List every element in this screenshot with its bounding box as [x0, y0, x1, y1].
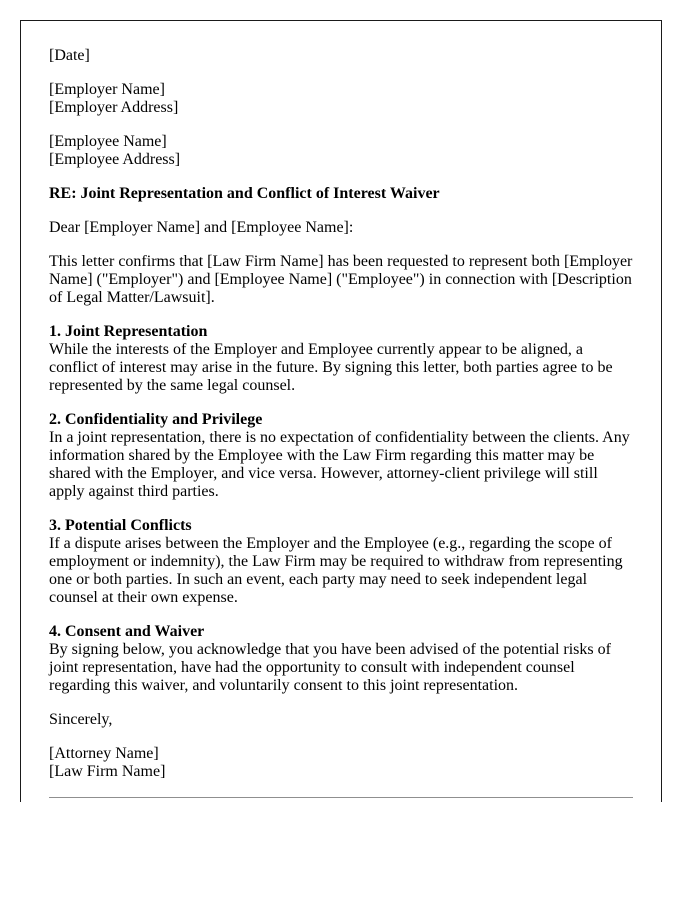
section-heading: 4. Consent and Waiver	[49, 623, 205, 640]
intro-paragraph: This letter confirms that [Law Firm Name] has been requested to represent both [Employer Name] ("Employer") and [Employee Name] ("Employee") in connection with [Description of Legal Matter/Lawsuit].	[49, 253, 633, 306]
signature-divider	[49, 797, 633, 798]
letter-page	[20, 20, 662, 802]
section-body: If a dispute arises between the Employer and the Employee (e.g., regarding the scope of employment or indemnity), the Law Firm may be required to withdraw from representing one or both parties. In such an event, each party may need to seek independent legal counsel at their own expense.	[49, 535, 623, 606]
law-firm-name-line: [Law Firm Name]	[49, 763, 166, 780]
signature-block	[49, 745, 633, 781]
section-body: While the interests of the Employer and Employee currently appear to be aligned, a conflict of interest may arise in the future. By signing this letter, both parties agree to be represented by the same legal counsel.	[49, 341, 613, 394]
employer-address-block	[49, 81, 633, 117]
section-confidentiality-privilege	[49, 411, 633, 501]
section-body: By signing below, you acknowledge that you have been advised of the potential risks of joint representation, have had the opportunity to consult with independent counsel regarding this waiver, and voluntarily consent to this joint representation.	[49, 641, 611, 694]
closing: Sincerely,	[49, 711, 113, 728]
section-heading: 1. Joint Representation	[49, 323, 208, 340]
section-heading: 2. Confidentiality and Privilege	[49, 411, 263, 428]
employer-name-line: [Employer Name]	[49, 81, 165, 98]
employee-address-block	[49, 133, 633, 169]
subject-line: RE: Joint Representation and Conflict of Interest Waiver	[49, 185, 440, 202]
salutation: Dear [Employer Name] and [Employee Name]:	[49, 219, 354, 236]
date-placeholder: [Date]	[49, 47, 90, 64]
employer-address-line: [Employer Address]	[49, 99, 179, 116]
attorney-name-line: [Attorney Name]	[49, 745, 159, 762]
section-consent-waiver	[49, 623, 633, 695]
employee-name-line: [Employee Name]	[49, 133, 167, 150]
section-body: In a joint representation, there is no expectation of confidentiality between the clients. Any information shared by the Employee with the Law Firm regarding this matter may be shared with the Employer, and vice versa. However, attorney-client privilege will still apply against third parties.	[49, 429, 630, 500]
section-heading: 3. Potential Conflicts	[49, 517, 192, 534]
employee-address-line: [Employee Address]	[49, 151, 181, 168]
section-potential-conflicts	[49, 517, 633, 607]
section-joint-representation	[49, 323, 633, 395]
